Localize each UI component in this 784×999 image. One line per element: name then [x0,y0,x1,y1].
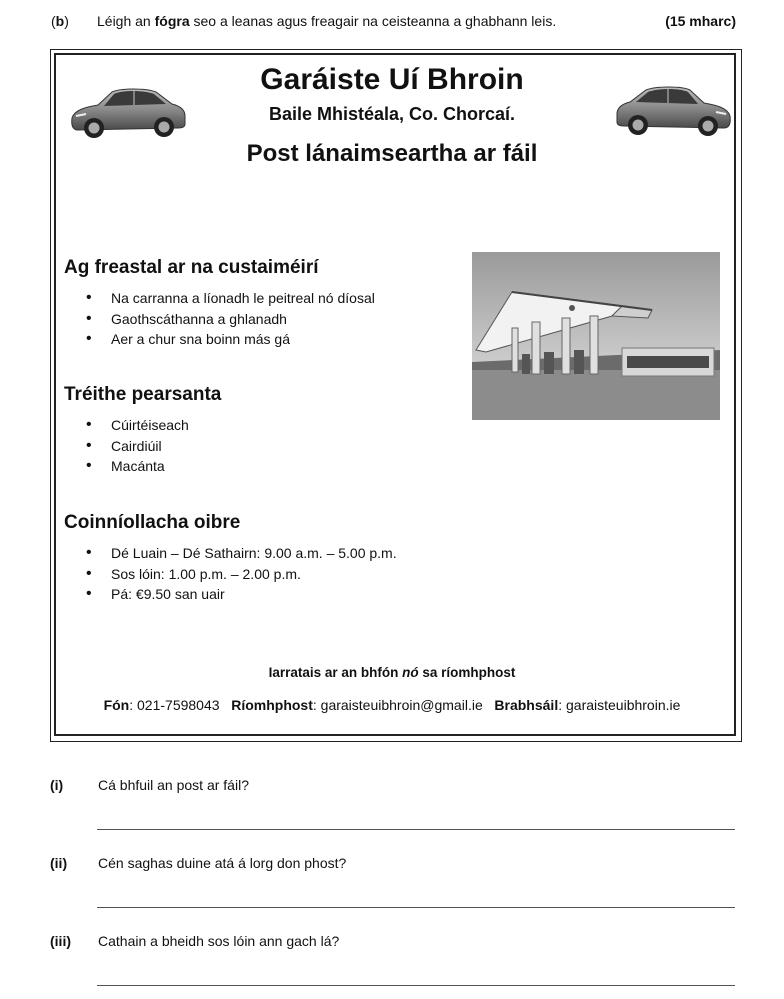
garage-title: Garáiste Uí Bhroin [260,63,524,96]
email-address: : garaisteuibhroin@gmail.ie [312,697,483,713]
conditions-list [84,543,397,605]
list-item: • Sos lóin: 1.00 p.m. – 2.00 p.m. [84,564,397,585]
instruction-text: Léigh an fógra seo a leanas agus freagair na ceisteanna a ghabhann leis. [97,13,557,29]
question-label-ii: (ii) [50,855,68,871]
list-item: • Pá: €9.50 san uair [84,584,397,605]
list-item: • Cúirtéiseach [84,415,189,436]
apply-note: Iarratais ar an bhfón nó sa ríomhphost [268,665,516,680]
web-address: : garaisteuibhroin.ie [558,697,681,713]
job-headline: Post lánaimseartha ar fáil [246,140,538,167]
question-label-i: (i) [50,777,64,793]
phone-number: : 021-7598043 [129,697,220,713]
answer-line-ii[interactable] [97,907,735,908]
answer-line-i[interactable] [97,829,735,830]
list-item: • Macánta [84,456,189,477]
duties-list [84,288,375,350]
list-item: • Na carranna a líonadh le peitreal nó díosal [84,288,375,309]
petrol-station-photo [472,252,720,420]
list-item: • Dé Luain – Dé Sathairn: 9.00 a.m. – 5.00 p.m. [84,543,397,564]
section-heading-traits: Tréithe pearsanta [64,384,222,405]
answer-line-iii[interactable] [97,985,735,986]
part-label: (b) [51,13,69,29]
question-text-i: Cá bhfuil an post ar fáil? [98,777,249,793]
question-text-iii: Cathain a bheidh sos lóin ann gach lá? [98,933,340,949]
section-heading-duties: Ag freastal ar na custaiméirí [64,257,319,278]
email-label: Ríomhphost [231,697,313,713]
question-text-ii: Cén saghas duine atá á lorg don phost? [98,855,347,871]
list-item: • Cairdiúil [84,436,189,457]
marks-label: (15 mharc) [665,13,736,29]
section-heading-conditions: Coinníollacha oibre [64,512,241,533]
traits-list [84,415,189,477]
phone-label: Fón [103,697,130,713]
list-item: • Gaothscáthanna a ghlanadh [84,309,375,330]
list-item: • Aer a chur sna boinn más gá [84,329,375,350]
garage-address: Baile Mhistéala, Co. Chorcaí. [268,104,516,124]
question-label-iii: (iii) [50,933,71,949]
web-label: Brabhsáil [494,697,559,713]
contact-line [0,697,784,713]
